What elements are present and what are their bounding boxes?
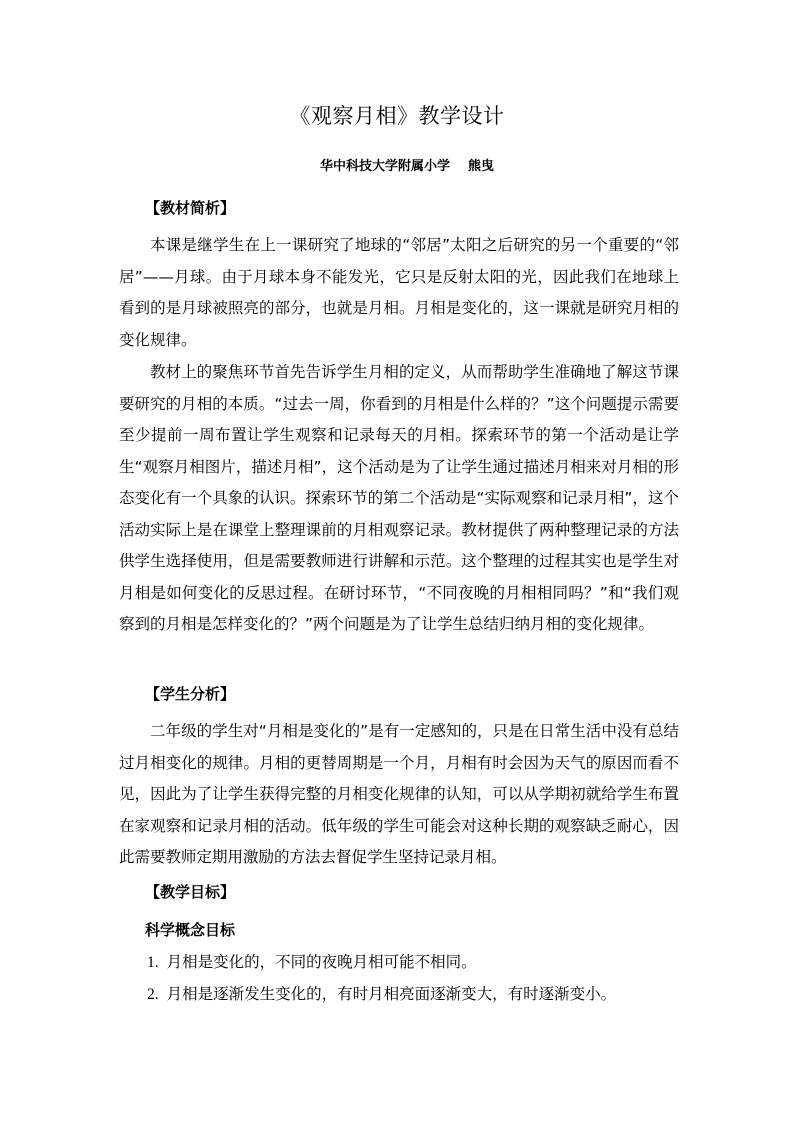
- paragraph-textbook-activities: 教材上的聚焦环节首先告诉学生月相的定义，从而帮助学生准确地了解这节课要研究的月相的本质。“过去一周，你看到的月相是什么样的？”这个问题提示需要至少提前一周布置让学生观察和记录每天的月相。探索环节的第一个活动是让学生“观察月相图片，描述月相”，这个活动是为了让学生通过描述月相来对月相的形态变化有一个具象的认识。探索环节的第二个活动是“实际观察和记录月相”，这个活动实际上是在课堂上整理课前的月相观察记录。教材提供了两种整理记录的方法供学生选择使用，但是需要教师进行讲解和示范。这个整理的过程其实也是学生对月相是如何变化的反思过程。在研讨环节，“不同夜晚的月相相同吗？”和“我们观察到的月相是怎样变化的？”两个问题是为了让学生总结归纳月相的变化规律。: [119, 363, 679, 633]
- list-item: [147, 982, 616, 1007]
- section-heading-textbook-analysis: 【教材简析】: [145, 199, 236, 217]
- list-item-number: 2.: [147, 986, 159, 1003]
- subheading-science-concept-goals: 科学概念目标: [145, 921, 236, 939]
- section-heading-student-analysis: 【学生分析】: [145, 685, 236, 703]
- section-heading-teaching-goals: 【教学目标】: [145, 883, 236, 901]
- list-item-number: 1.: [147, 954, 159, 971]
- document-author: 华中科技大学附属小学 熊曳: [319, 159, 495, 174]
- list-item-text: 月相是变化的，不同的夜晚月相可能不相同。: [166, 953, 477, 971]
- list-item: [147, 950, 477, 975]
- list-item-text: 月相是逐渐发生变化的，有时月相亮面逐渐变大，有时逐渐变小。: [166, 985, 617, 1003]
- paragraph-textbook-intro: 本课是继学生在上一课研究了地球的“邻居”太阳之后研究的另一个重要的“邻居”——月球。由于月球本身不能发光，它只是反射太阳的光，因此我们在地球上看到的是月球被照亮的部分，也就是月相。月相是变化的，这一课就是研究月相的变化规律。: [119, 236, 679, 349]
- paragraph-student-analysis: 二年级的学生对“月相是变化的”是有一定感知的，只是在日常生活中没有总结过月相变化的规律。月相的更替周期是一个月，月相有时会因为天气的原因而看不见，因此为了让学生获得完整的月相变化规律的认知，可以从学期初就给学生布置在家观察和记录月相的活动。低年级的学生可能会对这种长期的观察缺乏耐心，因此需要教师定期用激励的方法去督促学生坚持记录月相。: [119, 722, 679, 866]
- document-title: 《观察月相》教学设计: [289, 104, 505, 128]
